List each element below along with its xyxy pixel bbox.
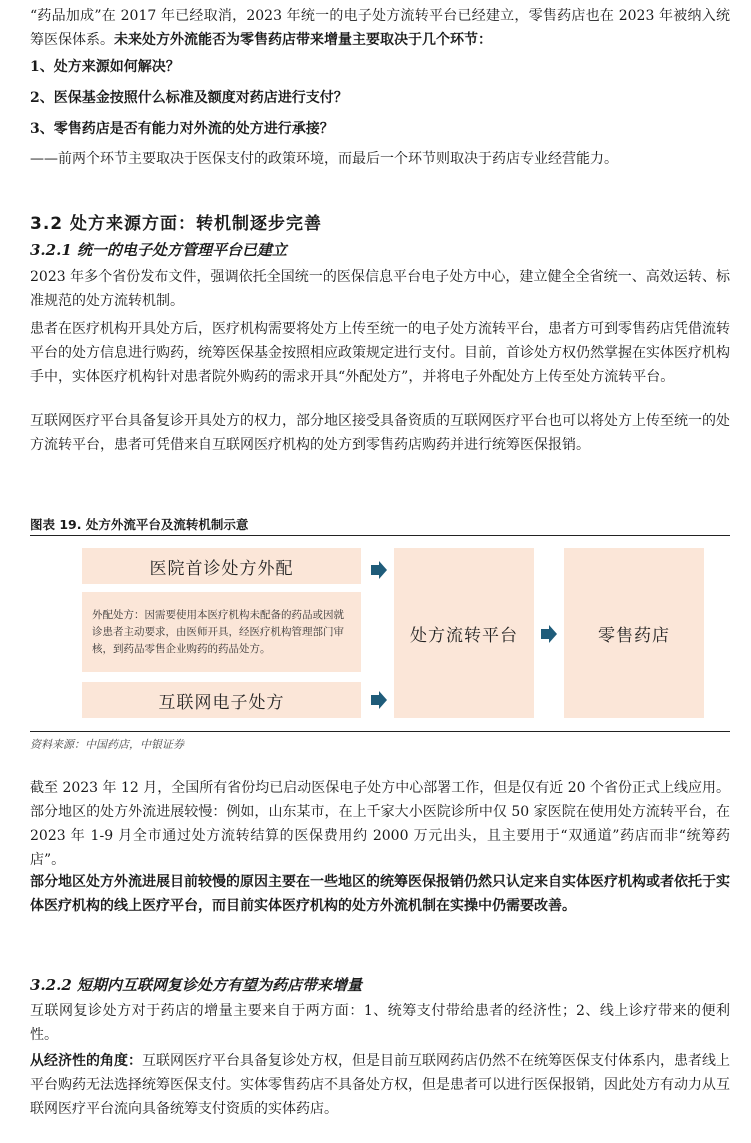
box-prescription-platform: 处方流转平台	[394, 548, 534, 718]
subsection-heading-3-2-1: 3.2.1 统一的电子处方管理平台已建立	[30, 241, 287, 259]
paragraph-3-2-2-a: 互联网复诊处方对于药店的增量主要来自于两方面：1、统筹支付带给患者的经济性；2、线上诊疗带来的便利性。	[30, 1003, 730, 1043]
paragraph-3-2-1-a: 2023 年多个省份发布文件，强调依托全国统一的医保信息平台电子处方中心，建立健全全省统一、高效运转、标准规范的处方流转机制。	[30, 269, 730, 309]
box-hospital-prescription: 医院首诊处方外配	[82, 548, 361, 584]
paragraph-3-2-2-b	[30, 1049, 730, 1121]
question-1: 1、处方来源如何解决？	[30, 59, 180, 75]
question-3: 3、零售药店是否有能力对外流的处方进行承接？	[30, 121, 334, 137]
arrow-right-icon	[541, 625, 557, 643]
economic-angle-text: 互联网医疗平台具备复诊处方权，但是目前互联网药店仍然不在统筹医保支付体系内，患者线上平台购药无法选择统筹医保支付。实体零售药店不具备处方权，但是患者可以进行医保报销，因此处方有动力从互联网医疗平台流向具备统筹支付资质的实体药店。	[30, 1053, 730, 1117]
intro-text: “药品加成”在 2017 年已经取消，2023 年统一的电子处方流转平台已经建立，零售药店也在 2023 年被纳入统筹医保体系。	[30, 8, 730, 48]
intro-bold-text: 未来处方外流能否为零售药店带来增量主要取决于几个环节：	[114, 32, 492, 48]
paragraph-3-2-1-b: 患者在医疗机构开具处方后，医疗机构需要将处方上传至统一的电子处方流转平台，患者方可到零售药店凭借流转平台的处方信息进行购药，统筹医保基金按照相应政策规定进行支付。目前，首诊处方权仍然掌握在实体医疗机构手中，实体医疗机构针对患者院外购药的需求开具“外配处方”，并将电子外配处方上传至处方流转平台。	[30, 321, 730, 385]
box-retail-pharmacy: 零售药店	[564, 548, 704, 718]
paragraph-3-2-1-c: 互联网医疗平台具备复诊开具处方的权力，部分地区接受具备资质的互联网医疗平台也可以将处方上传至统一的处方流转平台，患者可凭借来自互联网医疗机构的处方到零售药店购药并进行统筹医保报销。	[30, 413, 730, 453]
economic-angle-lead: 从经济性的角度：	[30, 1053, 142, 1069]
section-heading-3-2: 3.2 处方来源方面：转机制逐步完善	[30, 214, 323, 234]
figure-bottom-rule	[30, 731, 730, 732]
arrow-right-icon	[371, 561, 387, 579]
box-note-external-prescription: 外配处方：因需要使用本医疗机构未配备的药品或因就诊患者主动要求，由医师开具，经医疗机构管理部门审核，到药品零售企业购药的药品处方。	[82, 592, 361, 672]
arrow-right-icon	[371, 691, 387, 709]
intro-answer: ——前两个环节主要取决于医保支付的政策环境，而最后一个环节则取决于药店专业经营能力。	[30, 151, 618, 167]
paragraph-after-figure-bold: 部分地区处方外流进展目前较慢的原因主要在一些地区的统筹医保报销仍然只认定来自实体医疗机构或者依托于实体医疗机构的线上医疗平台，而目前实体医疗机构的处方外流机制在实操中仍需要改善。	[30, 874, 730, 914]
question-2: 2、医保基金按照什么标准及额度对药店进行支付？	[30, 90, 348, 106]
box-internet-prescription: 互联网电子处方	[82, 682, 361, 718]
intro-paragraph	[30, 4, 730, 52]
figure-top-rule	[30, 535, 730, 536]
subsection-heading-3-2-2: 3.2.2 短期内互联网复诊处方有望为药店带来增量	[30, 976, 362, 994]
figure-title: 图表 19. 处方外流平台及流转机制示意	[30, 517, 249, 532]
figure-source: 资料来源：中国药店，中银证券	[30, 738, 184, 751]
paragraph-after-figure: 截至 2023 年 12 月，全国所有省份均已启动医保电子处方中心部署工作，但是仅有近 20 个省份正式上线应用。部分地区的处方外流进展较慢：例如，山东某市，在上千家大小医院诊所中仅 50 家医院在使用处方流转平台，在 2023 年 1-9 月全市通过处方流转结算的医保费用约 2000 万元出头，且主要用于“双通道”药店而非“统筹药店”。	[30, 780, 730, 868]
